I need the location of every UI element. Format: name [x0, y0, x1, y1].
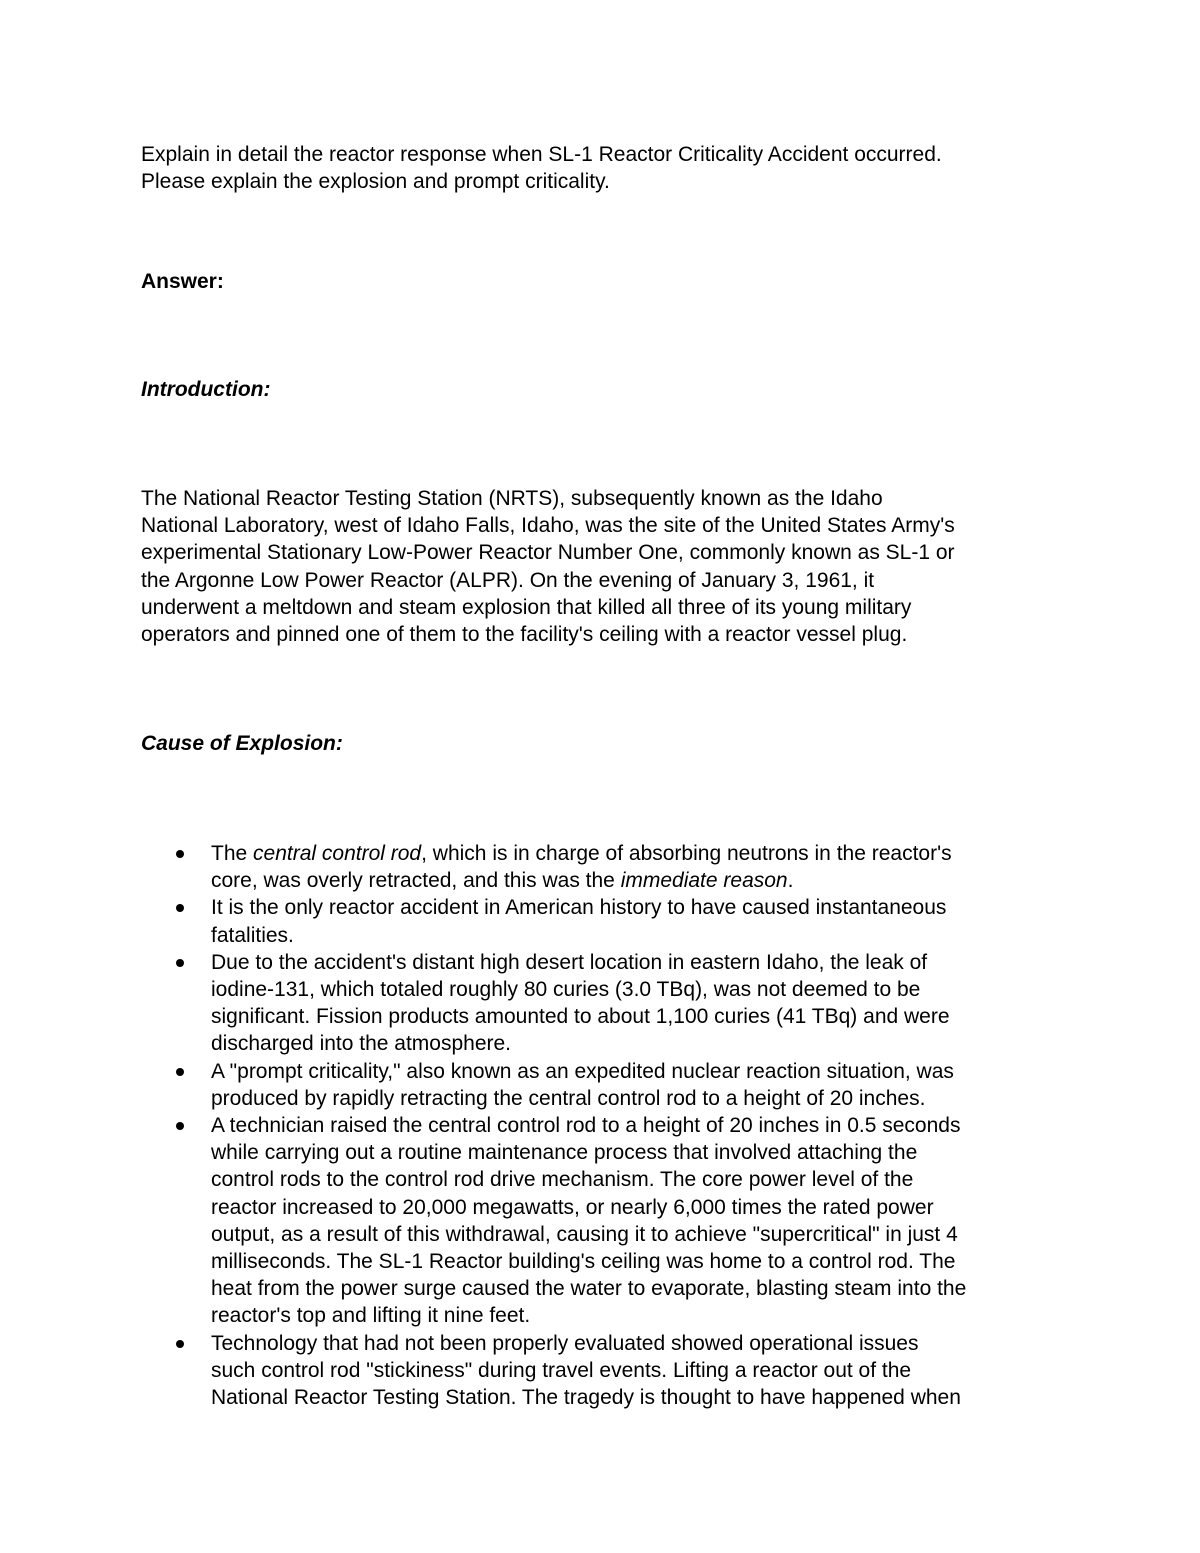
bullet-line: heat from the power surge caused the water to evaporate, blasting steam into the: [211, 1277, 967, 1301]
bullet-line: fatalities.: [211, 923, 294, 947]
paragraph-line: The National Reactor Testing Station (NRTS), subsequently known as the Idaho: [141, 487, 883, 510]
bullet-line: produced by rapidly retracting the central control rod to a height of 20 inches.: [211, 1086, 926, 1110]
text-run: , which is in charge of absorbing neutrons in the reactor's: [421, 842, 952, 865]
paragraph-line: underwent a meltdown and steam explosion that killed all three of its young military: [141, 595, 912, 619]
paragraph-line: National Laboratory, west of Idaho Falls, Idaho, was the site of the United States Army's: [141, 514, 955, 538]
question-text: [141, 141, 942, 195]
italic-term: central control rod: [253, 842, 422, 865]
bullet-line: It is the only reactor accident in American history to have caused instantaneous: [211, 896, 947, 920]
bullet-dot: [176, 1340, 184, 1348]
bullet-item: [0, 1330, 966, 1412]
text-run: .: [787, 869, 794, 893]
introduction-heading: Introduction:: [141, 378, 271, 401]
bullet-item: [0, 1058, 966, 1112]
bullet-line: [211, 840, 966, 867]
answer-heading: Answer:: [141, 270, 224, 293]
bullet-dot: [176, 904, 184, 912]
bullet-dot: [176, 959, 184, 967]
bullet-line: reactor's top and lifting it nine feet.: [211, 1304, 531, 1328]
bullet-line: A technician raised the central control rod to a height of 20 inches in 0.5 seconds: [211, 1114, 961, 1138]
bullet-line: Due to the accident's distant high desert location in eastern Idaho, the leak of: [211, 950, 928, 974]
bullet-line: discharged into the atmosphere.: [211, 1032, 512, 1056]
bullet-line: Technology that had not been properly evaluated showed operational issues: [211, 1331, 919, 1355]
bullet-line: [211, 867, 966, 894]
paragraph-line: experimental Stationary Low-Power Reactor Number One, commonly known as SL-1 or: [141, 541, 955, 565]
bullet-line: National Reactor Testing Station. The tragedy is thought to have happened when: [211, 1386, 961, 1410]
bullet-line: such control rod "stickiness" during travel events. Lifting a reactor out of the: [211, 1358, 912, 1382]
bullet-line: control rods to the control rod drive mechanism. The core power level of the: [211, 1168, 914, 1192]
bullet-dot: [176, 1068, 184, 1076]
question-line: Please explain the explosion and prompt criticality.: [141, 170, 610, 194]
italic-term: immediate reason: [620, 869, 788, 893]
bullet-line: milliseconds. The SL-1 Reactor building's ceiling was home to a control rod. The: [211, 1250, 956, 1274]
bullet-line: iodine-131, which totaled roughly 80 curies (3.0 TBq), was not deemed to be: [211, 978, 921, 1002]
cause-bullet-list: [0, 840, 966, 1411]
text-run: The: [211, 842, 254, 865]
bullet-item: [0, 840, 966, 894]
bullet-item: [0, 949, 966, 1058]
bullet-dot: [176, 1122, 184, 1130]
paragraph-line: operators and pinned one of them to the facility's ceiling with a reactor vessel plug.: [141, 623, 908, 647]
cause-heading: Cause of Explosion:: [141, 732, 343, 755]
bullet-line: significant. Fission products amounted to about 1,100 curies (41 TBq) and were: [211, 1005, 950, 1029]
bullet-item: [0, 1112, 966, 1330]
text-run: core, was overly retracted, and this was the: [211, 869, 621, 893]
bullet-line: reactor increased to 20,000 megawatts, or nearly 6,000 times the rated power: [211, 1195, 934, 1219]
bullet-item: [0, 894, 966, 948]
introduction-paragraph: [141, 485, 955, 648]
paragraph-line: the Argonne Low Power Reactor (ALPR). On the evening of January 3, 1961, it: [141, 568, 875, 592]
bullet-dot: [176, 850, 184, 858]
question-line: Explain in detail the reactor response when SL-1 Reactor Criticality Accident occurred.: [141, 143, 942, 166]
bullet-line: while carrying out a routine maintenance process that involved attaching the: [211, 1141, 918, 1165]
bullet-line: output, as a result of this withdrawal, causing it to achieve "supercritical" in just 4: [211, 1222, 958, 1246]
bullet-line: A "prompt criticality," also known as an expedited nuclear reaction situation, was: [211, 1059, 954, 1083]
